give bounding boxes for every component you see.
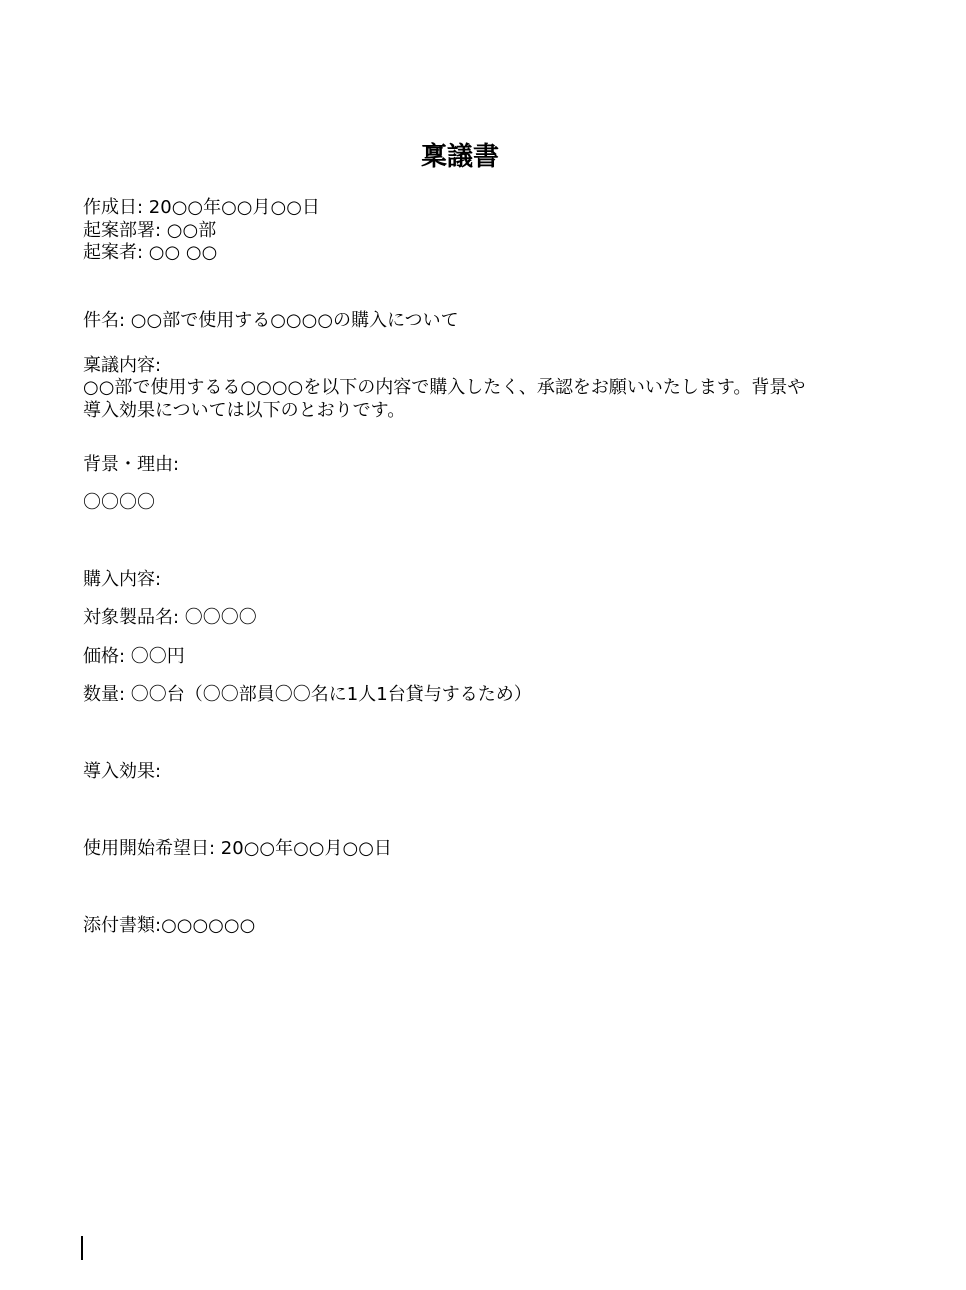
- document-title: 稟議書: [420, 142, 499, 172]
- quantity: 数量: 〇〇台（〇〇部員〇〇名に1人1台貸与するため）: [83, 684, 532, 705]
- content-heading: 稟議内容:: [83, 355, 162, 376]
- product-name: 対象製品名: 〇〇〇〇: [83, 607, 257, 628]
- text-cursor: [81, 1236, 83, 1260]
- content-text-line-1: ○○部で使用するる○○○○を以下の内容で購入したく、承認をお願いいたします。背景や: [83, 377, 806, 398]
- created-date: 作成日: 20○○年○○月○○日: [83, 197, 320, 218]
- background-heading: 背景・理由:: [83, 454, 180, 475]
- purchase-heading: 購入内容:: [83, 569, 162, 590]
- subject-line: 件名: ○○部で使用する○○○○の購入について: [83, 310, 459, 331]
- proposing-department: 起案部署: ○○部: [83, 220, 217, 241]
- content-text-line-2: 導入効果については以下のとおりです。: [83, 400, 406, 421]
- proposer: 起案者: ○○ ○○: [83, 242, 218, 263]
- background-value: 〇〇〇〇: [83, 492, 155, 513]
- price: 価格: 〇〇円: [83, 646, 185, 667]
- effect-heading: 導入効果:: [83, 761, 162, 782]
- start-date: 使用開始希望日: 20○○年○○月○○日: [83, 838, 392, 859]
- attachments: 添付書類:○○○○○○: [83, 915, 256, 936]
